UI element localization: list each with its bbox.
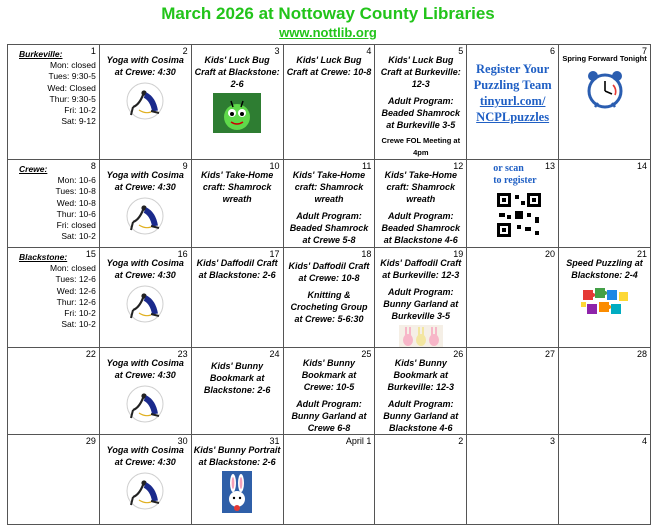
day-cell <box>8 160 100 248</box>
day-cell <box>283 348 375 435</box>
hours-line: Mon: 10-6 <box>57 175 96 186</box>
spring-forward-note: Spring Forward Tonight <box>562 54 647 63</box>
day-number: 5 <box>458 46 464 56</box>
day-number: 19 <box>453 249 464 259</box>
bunny-portrait-image <box>222 471 252 513</box>
hours-line: Tues: 12-6 <box>55 274 96 285</box>
day-cell <box>283 435 375 525</box>
event-bunny-garland-burkeville: Adult Program: Bunny Garland at Burkeville 3-5 <box>383 287 459 321</box>
day-cell <box>8 45 100 160</box>
day-number: 16 <box>177 249 188 259</box>
hours-line: Fri: 10-2 <box>64 105 96 116</box>
day-number: 30 <box>177 436 188 446</box>
yoga-pose-icon <box>125 384 165 424</box>
event-bunny-garland-crewe: Adult Program: Bunny Garland at Crewe 6-8 <box>291 399 367 433</box>
day-cell <box>559 348 651 435</box>
hours-line: Wed: Closed <box>47 82 96 93</box>
day-number: 21 <box>636 249 647 259</box>
branch-name: Burkeville: <box>19 49 63 59</box>
event-yoga: Yoga with Cosima at Crewe: 4:30 <box>106 258 184 280</box>
hours-line: Sat: 10-2 <box>61 319 96 330</box>
day-cell <box>467 248 559 348</box>
event-take-home-blackstone: Kids' Take-Home craft: Shamrock wreath <box>200 170 274 204</box>
day-number: 11 <box>362 161 372 171</box>
day-number: 14 <box>636 161 647 171</box>
hours-blackstone <box>8 248 99 330</box>
day-cell <box>559 45 651 160</box>
day-cell <box>375 160 467 248</box>
event-luck-bug-crewe: Kids' Luck Bug Craft at Crewe: 10-8 <box>286 55 372 77</box>
puzzle-pieces-icon <box>579 284 631 320</box>
day-number: 24 <box>269 349 280 359</box>
luck-bug-image <box>213 93 261 133</box>
event-take-home-crewe: Kids' Take-Home craft: Shamrock wreath <box>292 170 366 204</box>
hours-line: Sat: 9-12 <box>61 116 96 127</box>
event-bunny-bookmark-blackstone: Kids' Bunny Bookmark at Blackstone: 2-6 <box>203 361 271 395</box>
event-bunny-bookmark-crewe: Kids' Bunny Bookmark at Crewe: 10-5 <box>301 358 357 392</box>
hours-line: Mon: closed <box>50 60 96 71</box>
event-beaded-shamrock-crewe: Adult Program: Beaded Shamrock at Crewe 5-8 <box>289 211 369 245</box>
event-yoga: Yoga with Cosima at Crewe: 4:30 <box>106 55 184 77</box>
yoga-pose-icon <box>125 471 165 511</box>
branch-name: Crewe: <box>19 164 48 174</box>
day-cell <box>8 435 100 525</box>
hours-line: Fri: 10-2 <box>64 308 96 319</box>
day-cell <box>375 248 467 348</box>
hours-burkeville <box>8 45 99 127</box>
day-cell <box>559 160 651 248</box>
event-daffodil-burkeville: Kids' Daffodil Craft at Burkeville: 12-3 <box>380 258 462 280</box>
day-number: 1 <box>90 46 96 56</box>
day-number: 12 <box>453 161 464 171</box>
hours-line: Fri: closed <box>56 220 96 231</box>
day-number: 25 <box>361 349 372 359</box>
day-number: 3 <box>550 436 556 446</box>
day-cell <box>191 45 283 160</box>
day-number: April 1 <box>345 436 372 446</box>
event-luck-bug-burkeville: Kids' Luck Bug Craft at Burkeville: 12-3 <box>380 55 461 89</box>
event-speed-puzzling: Speed Puzzling at Blackstone: 2-4 <box>566 258 643 280</box>
event-knitting-crewe: Knitting & Crocheting Group at Crewe: 5-6:30 <box>290 290 368 324</box>
day-cell <box>467 435 559 525</box>
event-bunny-bookmark-burkeville: Kids' Bunny Bookmark at Burkeville: 12-3 <box>387 358 455 392</box>
day-number: 13 <box>545 161 556 171</box>
day-cell <box>283 45 375 160</box>
day-number: 28 <box>636 349 647 359</box>
hours-crewe <box>8 160 99 242</box>
day-cell <box>467 160 559 248</box>
day-cell <box>99 435 191 525</box>
branch-name: Blackstone: <box>19 252 68 262</box>
day-number: 8 <box>90 161 96 171</box>
day-number: 4 <box>641 436 647 446</box>
event-beaded-shamrock-burkeville: Adult Program: Beaded Shamrock at Burkeville 3-5 <box>381 96 461 130</box>
scan-to-register: or scan to register <box>493 163 537 186</box>
hours-line: Thur: 10-6 <box>56 208 96 219</box>
day-cell <box>375 348 467 435</box>
day-cell <box>375 45 467 160</box>
day-number: 7 <box>641 46 647 56</box>
day-cell <box>191 348 283 435</box>
day-number: 4 <box>366 46 372 56</box>
hours-line: Wed: 12-6 <box>56 285 96 296</box>
day-number: 26 <box>453 349 464 359</box>
day-cell <box>99 45 191 160</box>
day-cell <box>467 45 559 160</box>
yoga-pose-icon <box>125 196 165 236</box>
day-number: 17 <box>269 249 280 259</box>
hours-line: Sat: 10-2 <box>61 231 96 242</box>
day-number: 22 <box>85 349 96 359</box>
day-number: 18 <box>361 249 372 259</box>
day-cell <box>191 160 283 248</box>
hours-line: Wed: 10-8 <box>56 197 96 208</box>
alarm-clock-icon <box>583 67 627 111</box>
event-beaded-shamrock-blackstone: Adult Program: Beaded Shamrock at Blackstone 4-6 <box>381 211 461 245</box>
event-bunny-portrait-blackstone: Kids' Bunny Portrait at Blackstone: 2-6 <box>193 445 281 467</box>
qr-code-icon[interactable] <box>495 191 543 239</box>
hours-line: Tues: 10-8 <box>55 186 96 197</box>
event-yoga: Yoga with Cosima at Crewe: 4:30 <box>106 358 184 380</box>
day-cell <box>559 248 651 348</box>
hours-line: Tues: 9:30-5 <box>48 71 96 82</box>
yoga-pose-icon <box>125 81 165 121</box>
day-number: 27 <box>545 349 556 359</box>
event-daffodil-blackstone: Kids' Daffodil Craft at Blackstone: 2-6 <box>196 258 278 280</box>
day-cell <box>283 160 375 248</box>
day-number: 15 <box>85 249 96 259</box>
day-number: 9 <box>182 161 188 171</box>
day-cell <box>191 435 283 525</box>
event-yoga: Yoga with Cosima at Crewe: 4:30 <box>106 170 184 192</box>
page-title: March 2026 at Nottoway County Libraries <box>161 4 495 23</box>
event-yoga: Yoga with Cosima at Crewe: 4:30 <box>106 445 184 467</box>
day-cell <box>8 248 100 348</box>
day-number: 10 <box>269 161 280 171</box>
event-luck-bug-blackstone: Kids' Luck Bug Craft at Blackstone: 2-6 <box>194 55 280 89</box>
day-cell <box>559 435 651 525</box>
hours-line: Thur: 9:30-5 <box>49 93 96 104</box>
day-number: 23 <box>177 349 188 359</box>
day-cell <box>467 348 559 435</box>
day-cell <box>99 160 191 248</box>
day-cell <box>375 435 467 525</box>
day-number: 2 <box>182 46 188 56</box>
yoga-pose-icon <box>125 284 165 324</box>
day-number: 6 <box>550 46 556 56</box>
register-puzzling-team[interactable]: Register Your Puzzling Team tinyurl.com/ NCPLpuzzles <box>473 62 552 124</box>
event-take-home-burkeville: Kids' Take-Home craft: Shamrock wreath <box>384 170 457 204</box>
day-number: 3 <box>274 46 280 56</box>
event-fol-meeting: Crewe FOL Meeting at 4pm <box>381 136 461 157</box>
day-number: 20 <box>545 249 556 259</box>
event-bunny-garland-blackstone: Adult Program: Bunny Garland at Blackstone 4-6 <box>383 399 459 433</box>
hours-line: Mon: closed <box>50 263 96 274</box>
day-cell <box>8 348 100 435</box>
day-number: 31 <box>269 436 280 446</box>
day-number: 29 <box>85 436 96 446</box>
day-cell <box>99 248 191 348</box>
day-cell <box>99 348 191 435</box>
calendar-grid <box>7 44 651 525</box>
event-daffodil-crewe: Kids' Daffodil Craft at Crewe: 10-8 <box>288 261 370 283</box>
day-cell <box>283 248 375 348</box>
website-link[interactable]: www.nottlib.org <box>279 25 377 40</box>
bunny-garland-image <box>399 325 443 347</box>
day-number: 2 <box>458 436 464 446</box>
hours-line: Thur: 12-6 <box>56 296 96 307</box>
day-cell <box>191 248 283 348</box>
